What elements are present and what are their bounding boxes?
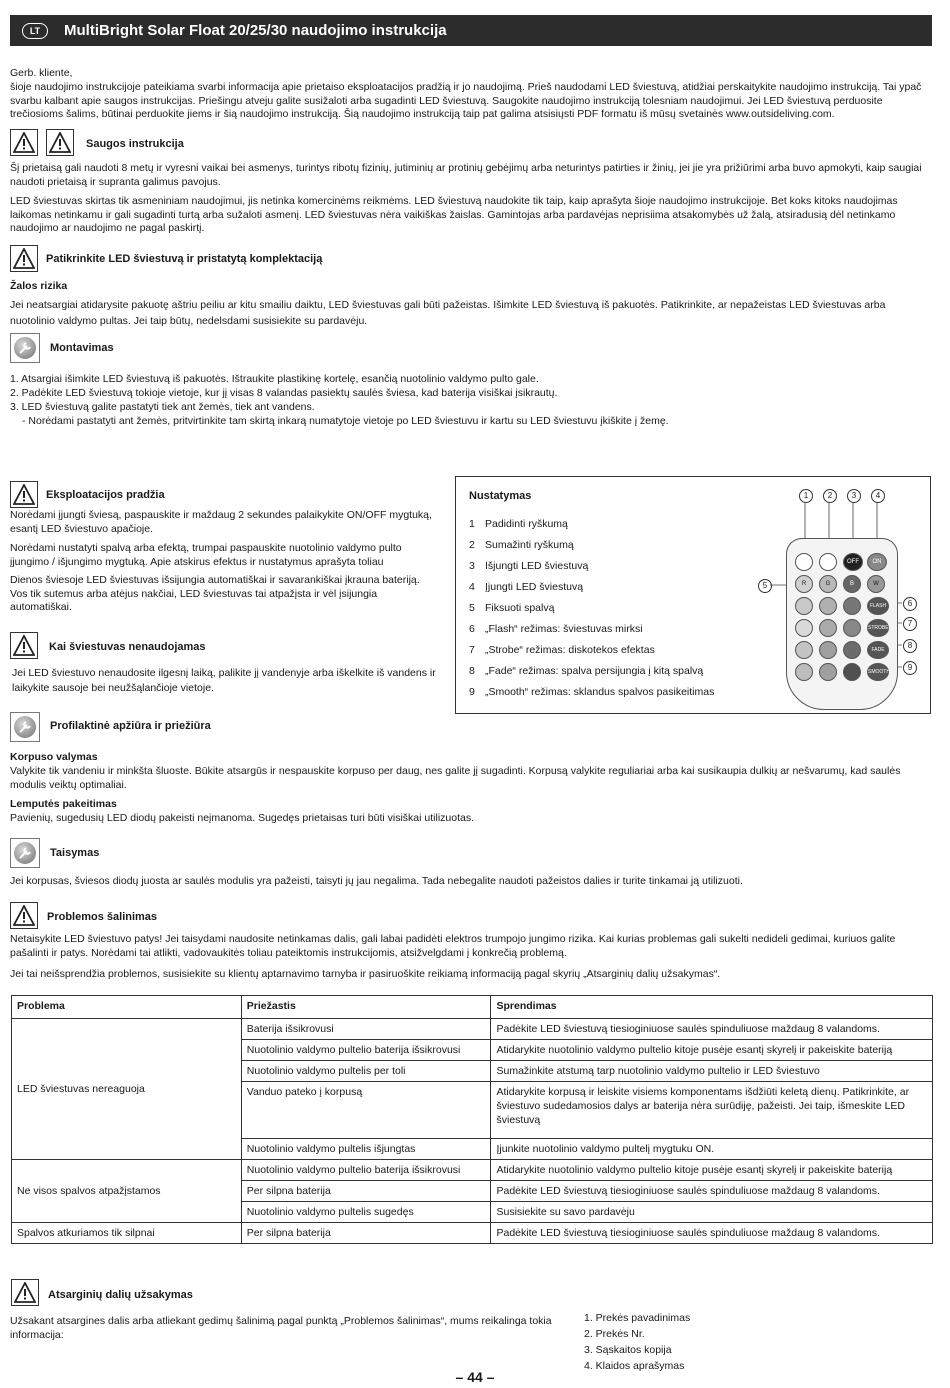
solution-cell: Įjunkite nuotolinio valdymo pultelį mygtuku ON. [491, 1139, 933, 1160]
color-key-icon [795, 641, 813, 659]
settings-box: Nustatymas 1 Padidinti ryškumą 2 Sumažinti ryškumą 3 Išjungti LED šviestuvą 4 Įjungti LED šviestuvą 5 Fiksuoti spalvą 6 „Flash“ režimas: šviestuvas mirksi 7 „Strobe“ režimas: diskotekos efektas 8 „Fade“ režimas: spalva persijungia į kitą spalvą 9 „Smooth“ režimas: sklandus spalvos pasikeitimas [455, 476, 931, 714]
callout-5: 5 [758, 579, 772, 593]
troubleshooting-title: Problemos šalinimas [47, 911, 158, 923]
callout-6: 6 [903, 597, 917, 611]
warning-icon [10, 632, 38, 659]
callout-7: 7 [903, 617, 917, 631]
solution-cell: Atidarykite nuotolinio valdymo pultelio kitoje pusėje esantį skyrelį ir pakeiskite bateriją [491, 1160, 933, 1181]
color-b-icon: B [843, 575, 861, 593]
language-badge: LT [22, 23, 48, 39]
solution-cell: Atidarykite nuotolinio valdymo pultelio kitoje pusėje esantį skyrelį ir pakeiskite bateriją [491, 1040, 933, 1061]
table-row [12, 1019, 933, 1040]
cause-cell: Vanduo pateko į korpusą [241, 1082, 491, 1139]
solution-cell: Padėkite LED šviestuvą tiesioginiuose saulės spinduliuose maždaug 8 valandoms. [491, 1181, 933, 1202]
color-key-icon [795, 663, 813, 681]
solution-cell: Sumažinkite atstumą tarp nuotolinio valdymo pultelio ir LED šviestuvo [491, 1061, 933, 1082]
check-text: Jei neatsargiai atidarysite pakuotę aštriu peiliu ar kitu smailiu daiktu, LED šviestuvas gali būti pažeistas. Išimkite LED šviestuvą iš pakuotės. Patikrinkite, ar nepažeistas LED šviestuvas arba nuotolinio valdymo pultas. Jei taip būtų, nedelsdami susisiekite su pardavėju. [10, 299, 886, 327]
warning-icon [46, 129, 74, 156]
brightness-down-icon [819, 553, 837, 571]
problem-cell: Spalvos atkuriamos tik silpnai [12, 1223, 242, 1244]
safety-title: Saugos instrukcija [86, 138, 184, 150]
warning-icon [10, 129, 38, 156]
solution-cell: Padėkite LED šviestuvą tiesioginiuose saulės spinduliuose maždaug 8 valandoms. [491, 1223, 933, 1244]
problem-cell: LED šviestuvas nereaguoja [12, 1019, 242, 1160]
warning-icon [10, 481, 38, 508]
intro-greeting: Gerb. kliente, [10, 67, 73, 79]
spare-parts-item: 4. Klaidos aprašymas [584, 1360, 685, 1372]
spare-parts-title: Atsarginių dalių užsakymas [48, 1289, 193, 1301]
column-header: Problema [12, 996, 242, 1019]
callout-1: 1 [799, 489, 813, 503]
callout-2: 2 [823, 489, 837, 503]
callout-3: 3 [847, 489, 861, 503]
solution-cell: Susisiekite su savo pardavėju [491, 1202, 933, 1223]
safety-paragraph: Šį prietaisą gali naudoti 8 metų ir vyresni vaikai bei asmenys, turintys ribotų fizinių, jutiminių ar protinių gebėjimų arba neturintys patirties ir žinių, jei jie yra prižiūrimi arba buvo apmokyti, kaip saugiai naudoti prietaisą ir supranta galimus pavojus. [10, 162, 922, 188]
color-key-icon [843, 663, 861, 681]
color-g-icon: G [819, 575, 837, 593]
color-key-icon [819, 619, 837, 637]
mounting-step: 2. Padėkite LED šviestuvą tokioje vietoje, kur jį visas 8 valandas pasiektų saulės šviesa, kad baterija visiškai įsikrautų. [10, 387, 558, 399]
startup-paragraph: Dienos šviesoje LED šviestuvas išsijungia automatiškai ir savarankiškai įkrauna bateriją. Vos tik sutemus arba atėjus nakčiai, LED šviestuvas tai atpažįsta ir vėl įsijungia automatiškai. [10, 574, 420, 613]
cause-cell: Per silpna baterija [241, 1223, 491, 1244]
mounting-title: Montavimas [50, 342, 114, 354]
check-title: Patikrinkite LED šviestuvą ir pristatytą komplektaciją [46, 253, 323, 265]
fade-button-icon: FADE [867, 641, 889, 659]
spare-parts-text: Užsakant atsargines dalis arba atliekant gedimų šalinimą pagal punktą „Problemos šalinimas“, mums reikalinga tokia informacija: [10, 1315, 552, 1341]
wrench-icon [10, 712, 40, 742]
cause-cell: Baterija išsikrovusi [241, 1019, 491, 1040]
callout-4: 4 [871, 489, 885, 503]
spare-parts-item: 2. Prekės Nr. [584, 1328, 645, 1340]
problem-cell: Ne visos spalvos atpažįstamos [12, 1160, 242, 1223]
solution-cell: Padėkite LED šviestuvą tiesioginiuose saulės spinduliuose maždaug 8 valandoms. [491, 1019, 933, 1040]
troubleshooting-paragraph: Netaisykite LED šviestuvo patys! Jei taisydami naudosite netinkamas dalis, gali labai padidėti elektros trumpojo jungimo rizika. Kai kurias problemas gali sukelti nedideli gedimai, kuriuos galite pašalinti ir patys. Norėdami tai atlikti, vadovaukitės toliau pateiktomis instrukcijomis, atsižvelgdami į konkrečią problemą. [10, 933, 896, 959]
solution-cell: Atidarykite korpusą ir leiskite visiems komponentams išdžiūti keletą dienų. Patikrinkite, ar šviestuvo sudedamosios dalys ar baterija nėra surūdiję, pažeisti. Jei taip, išmeskite LED šviestuvą [491, 1082, 933, 1139]
color-r-icon: R [795, 575, 813, 593]
callout-8: 8 [903, 639, 917, 653]
spare-parts-item: 1. Prekės pavadinimas [584, 1312, 691, 1324]
check-subtitle: Žalos rizika [10, 280, 68, 292]
column-header: Sprendimas [491, 996, 933, 1019]
unused-text: Jei LED šviestuvo nenaudosite ilgesnį laiką, palikite jį vandenyje arba iškelkite iš vandens ir laikykite sausoje bei neužšąlančioje vietoje. [12, 667, 436, 694]
wrench-icon [10, 333, 40, 363]
smooth-button-icon: SMOOTH [867, 663, 889, 681]
color-key-icon [795, 597, 813, 615]
warning-icon [11, 1279, 39, 1306]
table-header-row [12, 996, 933, 1019]
column-header: Priežastis [241, 996, 491, 1019]
page-title: MultiBright Solar Float 20/25/30 naudojimo instrukcija [64, 22, 447, 39]
cause-cell: Nuotolinio valdymo pultelis per toli [241, 1061, 491, 1082]
color-w-icon: W [867, 575, 885, 593]
table-row [12, 1160, 933, 1181]
cause-cell: Nuotolinio valdymo pultelio baterija išsikrovusi [241, 1040, 491, 1061]
unused-title: Kai šviestuvas nenaudojamas [49, 641, 206, 653]
flash-button-icon: FLASH [867, 597, 889, 615]
callout-9: 9 [903, 661, 917, 675]
color-key-icon [843, 641, 861, 659]
startup-paragraph: Norėdami nustatyti spalvą arba efektą, trumpai paspauskite nuotolinio valdymo pulto įjungimo / išjungimo mygtuką. Apie atskirus efektus ir nustatymus aprašyta toliau [10, 542, 402, 568]
repair-title: Taisymas [50, 847, 100, 859]
wrench-icon [10, 838, 40, 868]
troubleshooting-paragraph: Jei tai neišsprendžia problemos, susisiekite su klientų aptarnavimo tarnyba ir pasiruoškite reikiamą informaciją pagal skyrių „Atsarginių dalių užsakymas“. [10, 968, 721, 980]
page-number: – 44 – [455, 1369, 495, 1385]
cleaning-text: Valykite tik vandeniu ir minkšta šluoste. Būkite atsargūs ir nespauskite korpuso per daug, nes galite jį sugadinti. Korpusą valykite reguliariai arba kai susikaupia dulkių ar nešvarumų, kad saulės modulis veiktų optimaliai. [10, 765, 901, 791]
bulb-title: Lemputės pakeitimas [10, 798, 117, 810]
problem-table [11, 995, 933, 1244]
color-key-icon [819, 663, 837, 681]
startup-title: Eksploatacijos pradžia [46, 489, 165, 501]
warning-icon [10, 902, 38, 929]
maintenance-title: Profilaktinė apžiūra ir priežiūra [50, 720, 211, 732]
intro-text: šioje naudojimo instrukcijoje pateikiama svarbi informacija apie prietaiso eksploatacijos pradžią ir jo naudojimą. Prieš naudodami LED šviestuvą, atidžiai perskaitykite naudojimo instrukciją. Tai ypač svarbu kalbant apie saugos instrukcijas. Priešingu atveju galite susižaloti arba sugadinti LED šviestuvą. Saugokite naudojimo instrukciją tolesniam naudojimui. Jei LED šviestuvą perduosite trečiosioms šalims, būtinai perduokite jiems ir šią naudojimo instrukciją. Šią naudojimo instrukciją taip pat galima atsisiųsti PDF formatu iš mūsų svetainės www.outsideliving.com. [10, 81, 922, 120]
bulb-text: Pavienių, sugedusių LED diodų pakeisti neįmanoma. Sugedęs prietaisas turi būti visiškai utilizuotas. [10, 812, 475, 824]
off-button-icon: OFF [843, 553, 863, 571]
color-key-icon [843, 597, 861, 615]
safety-paragraph: LED šviestuvas skirtas tik asmeniniam naudojimui, jis netinka komercinėms reikmėms. LED šviestuvą naudokite tik taip, kaip aprašyta šioje naudojimo instrukcijoje. Bet koks kitoks naudojimas laikomas netinkamu ir gali sugadinti turtą arba sužaloti asmenį. LED šviestuvas nėra vaikiškas žaislas. Gamintojas arba pardavėjas neprisiima atsakomybės už žalą, atsiradusią dėl netinkamo naudojimo ar naudojimo ne pagal paskirtį. [10, 195, 898, 234]
table-row [12, 1223, 933, 1244]
cause-cell: Nuotolinio valdymo pultelio baterija išsikrovusi [241, 1160, 491, 1181]
cause-cell: Nuotolinio valdymo pultelis sugedęs [241, 1202, 491, 1223]
settings-title: Nustatymas [469, 490, 532, 502]
brightness-up-icon [795, 553, 813, 571]
color-key-icon [819, 641, 837, 659]
cause-cell: Nuotolinio valdymo pultelis išjungtas [241, 1139, 491, 1160]
cleaning-title: Korpuso valymas [10, 751, 98, 763]
warning-icon [10, 245, 38, 272]
cause-cell: Per silpna baterija [241, 1181, 491, 1202]
color-key-icon [819, 597, 837, 615]
mounting-step: 3. LED šviestuvą galite pastatyti tiek ant žemės, tiek ant vandens. [10, 401, 315, 413]
color-key-icon [795, 619, 813, 637]
color-key-icon [843, 619, 861, 637]
remote-illustration [786, 538, 898, 710]
startup-paragraph: Norėdami įjungti šviesą, paspauskite ir maždaug 2 sekundes palaikykite ON/OFF mygtuką, esantį LED šviestuvo apačioje. [10, 509, 432, 535]
mounting-step: - Norėdami pastatyti ant žemės, pritvirtinkite tam skirtą inkarą numatytoje vietoje po LED šviestuvu ir kartu su LED šviestuvu įkiškite į žemę. [22, 415, 669, 427]
spare-parts-item: 3. Sąskaitos kopija [584, 1344, 672, 1356]
strobe-button-icon: STROBE [867, 619, 889, 637]
repair-text: Jei korpusas, šviesos diodų juosta ar saulės modulis yra pažeisti, taisyti jų jau negalima. Tada nebegalite naudoti pažeistos dalies ir turite tinkamai ją utilizuoti. [10, 875, 743, 887]
on-button-icon: ON [867, 553, 887, 571]
page-header [10, 15, 932, 46]
mounting-step: 1. Atsargiai išimkite LED šviestuvą iš pakuotės. Ištraukite plastikinę kortelę, esančią nuotolinio valdymo pulto gale. [10, 373, 539, 385]
